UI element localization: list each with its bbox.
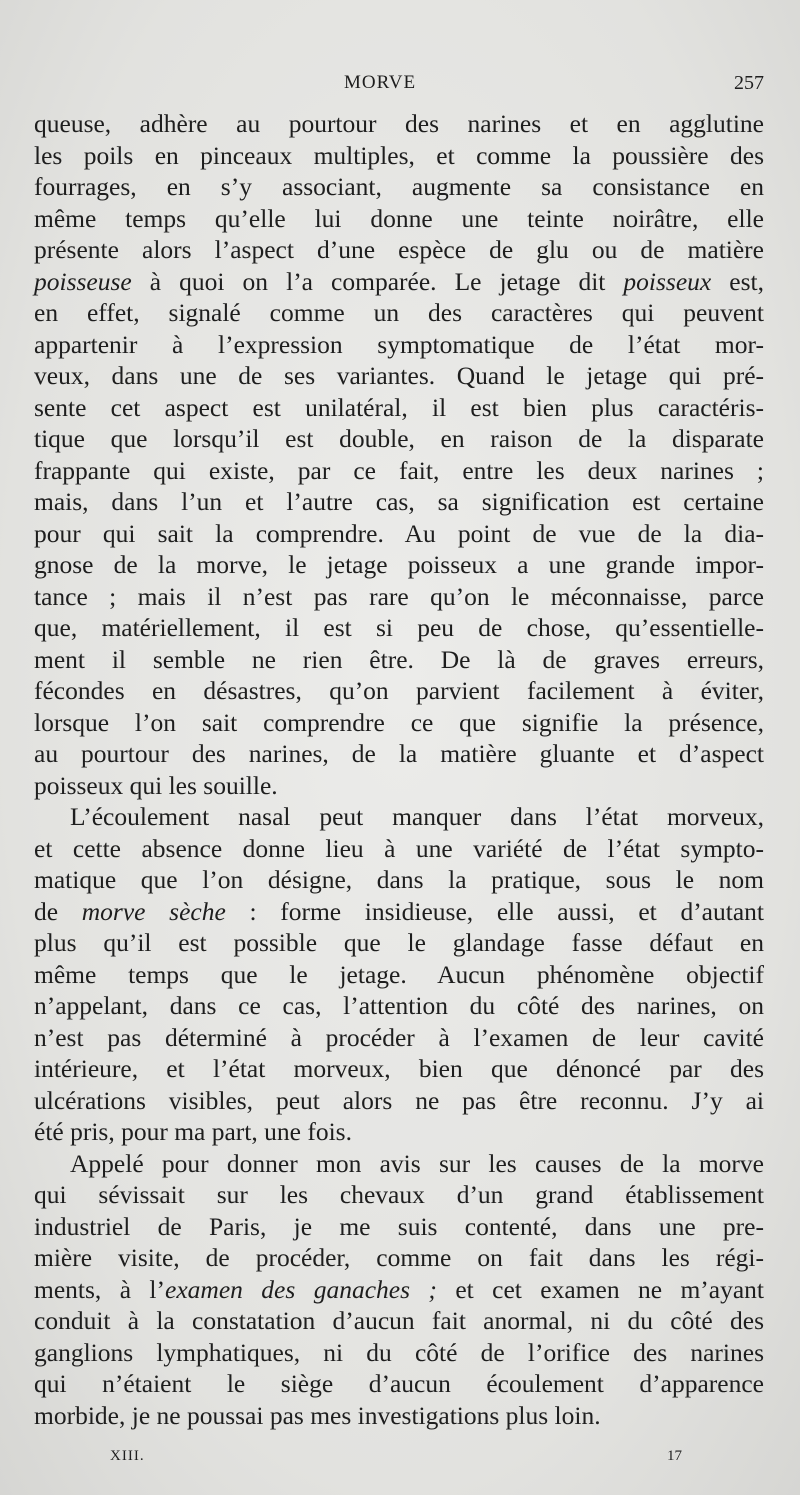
text-line: mais, dans l’un et l’autre cas, sa signification est certaine — [34, 487, 764, 516]
text-line: veux, dans une de ses variantes. Quand le jetage qui pré- — [34, 361, 764, 390]
text-line: qui n’étaient le siège d’aucun écoulement d’apparence — [34, 1369, 764, 1398]
text-line: ment il semble ne rien être. De là de graves erreurs, — [34, 644, 764, 674]
page-footer — [0, 1448, 800, 1470]
sheet-number: 17 — [667, 1448, 682, 1464]
text-line: sente cet aspect est unilatéral, il est bien plus caractéris- — [34, 392, 764, 422]
italic-text: examen des ganaches ; — [165, 1274, 437, 1304]
signature-mark: XIII. — [110, 1448, 145, 1464]
text-line: Appelé pour donner mon avis sur les causes de la morve — [70, 1148, 764, 1178]
text-line: appartenir à l’expression symptomatique de l’état mor- — [34, 329, 764, 359]
text-line: même temps que le jetage. Aucun phénomène objectif — [34, 959, 764, 989]
text-line: que, matériellement, il est si peu de chose, qu’essentielle- — [34, 613, 764, 642]
text-line: de morve sèche : forme insidieuse, elle aussi, et d’autant — [34, 896, 764, 926]
paragraph — [34, 1148, 764, 1432]
text-line: conduit à la constatation d’aucun fait anormal, ni du côté des — [34, 1306, 764, 1335]
text-line: ulcérations visibles, peut alors ne pas être reconnu. J’y ai — [34, 1085, 764, 1115]
text-line: queuse, adhère au pourtour des narines et en agglutine — [34, 109, 764, 138]
text-line: les poils en pinceaux multiples, et comme la poussière des — [34, 140, 764, 170]
italic-text: poisseux — [623, 266, 712, 296]
text-line: ments, à l’examen des ganaches ; et cet examen ne m’ayant — [34, 1274, 765, 1304]
page-number: 257 — [734, 72, 764, 94]
text-line: fécondes en désastres, qu’on parvient facilement à éviter, — [34, 676, 764, 705]
text-line: en effet, signalé comme un des caractères qui peuvent — [34, 298, 764, 327]
text-line: poisseuse à quoi on l’a comparée. Le jetage dit poisseux est, — [34, 266, 765, 296]
text-line: L’écoulement nasal peut manquer dans l’état morveux, — [70, 802, 764, 831]
running-title: MORVE — [343, 72, 417, 93]
body-text — [34, 108, 764, 1431]
text-line: industriel de Paris, je me suis contenté, dans une pre- — [34, 1211, 764, 1241]
text-line: frappante qui existe, par ce fait, entre les deux narines ; — [34, 455, 764, 485]
text-line: pour qui sait la comprendre. Au point de vue de la dia- — [34, 518, 764, 548]
text-line: plus qu’il est possible que le glandage fasse défaut en — [34, 928, 764, 957]
text-line: tance ; mais il n’est pas rare qu’on le méconnaisse, parce — [34, 581, 764, 611]
text-line: ganglions lymphatiques, ni du côté de l’orifice des narines — [34, 1337, 764, 1367]
text-line: matique que l’on désigne, dans la pratique, sous le nom — [34, 865, 764, 894]
text-line: qui sévissait sur les chevaux d’un grand établissement — [34, 1180, 764, 1209]
text-line: présente alors l’aspect d’une espèce de glu ou de matière — [34, 235, 764, 264]
italic-text: poisseuse — [34, 266, 132, 296]
paragraph — [34, 801, 764, 1148]
text-line: mière visite, de procéder, comme on fait dans les régi- — [34, 1243, 764, 1272]
text-line: n’appelant, dans ce cas, l’attention du côté des narines, on — [34, 991, 764, 1020]
text-line: n’est pas déterminé à procéder à l’examen de leur cavité — [34, 1022, 764, 1052]
text-line: fourrages, en s’y associant, augmente sa consistance en — [34, 172, 764, 201]
running-head — [0, 72, 800, 98]
text-line: au pourtour des narines, de la matière gluante et d’aspect — [34, 739, 764, 768]
text-line: et cette absence donne lieu à une variété de l’état sympto- — [34, 833, 764, 863]
text-line: gnose de la morve, le jetage poisseux a une grande impor- — [34, 550, 764, 579]
text-line: lorsque l’on sait comprendre ce que signifie la présence, — [34, 707, 764, 737]
text-line: été pris, pour ma part, une fois. — [34, 1117, 352, 1146]
text-line: tique que lorsqu’il est double, en raison de la disparate — [34, 424, 764, 453]
text-line: morbide, je ne poussai pas mes investigations plus loin. — [34, 1400, 601, 1430]
italic-text: morve sèche — [81, 896, 226, 926]
text-line: intérieure, et l’état morveux, bien que dénoncé par des — [34, 1054, 764, 1083]
paragraph — [34, 108, 764, 801]
text-line: poisseux qui les souille. — [34, 770, 278, 800]
text-line: même temps qu’elle lui donne une teinte noirâtre, elle — [34, 203, 764, 233]
